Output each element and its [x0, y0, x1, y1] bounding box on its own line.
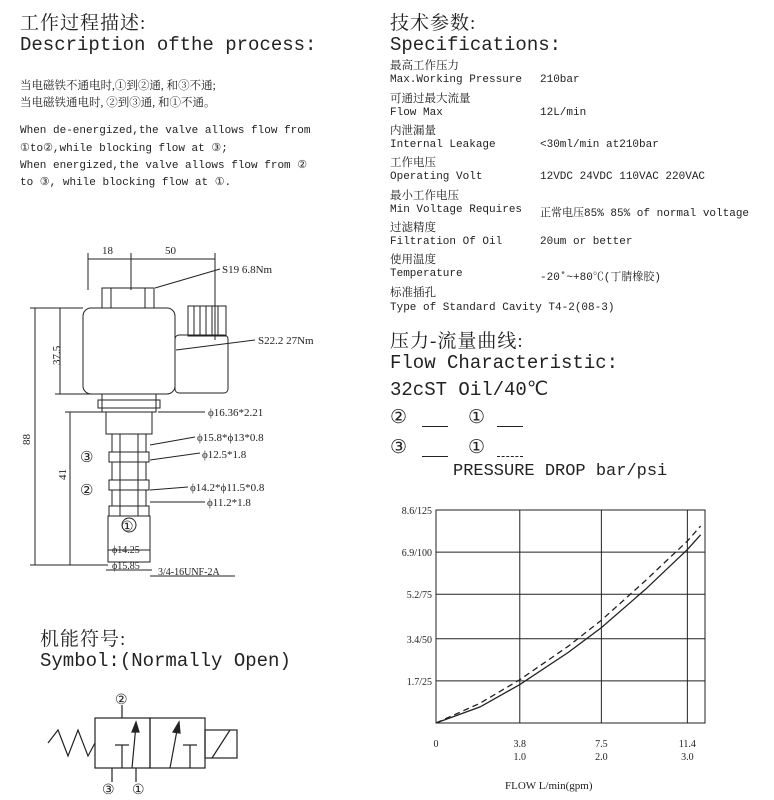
chart-y-tick-label: 8.6/125	[401, 506, 432, 517]
legend-2-port-a: ③	[390, 437, 408, 458]
dim-d158: ϕ15.8*ϕ13*0.8	[197, 432, 264, 444]
flow-title-cn: 压力-流量曲线:	[390, 331, 524, 352]
spec-cn: 使用温度	[390, 254, 436, 266]
spec-en: Filtration Of Oil	[390, 236, 503, 248]
chart-y-tick-label: 6.9/100	[401, 548, 432, 560]
spec-en: Flow Max	[390, 107, 443, 119]
legend-1-port-b: ①	[468, 407, 486, 428]
chart-x-tick-label-gpm: 3.0	[681, 752, 694, 763]
spec-cn: 内泄漏量	[390, 125, 436, 137]
spec-value: 210bar	[540, 74, 580, 86]
dim-d1425: ϕ14.25	[112, 545, 140, 556]
spec-cn: 最小工作电压	[390, 190, 459, 202]
chart-series	[436, 526, 701, 723]
desc-en-line1: When de-energized,the valve allows flow from	[20, 125, 311, 137]
chart-x-tick-label: 7.5	[595, 739, 608, 750]
legend-2-port-b: ①	[468, 437, 486, 458]
label-s19: S19 6.8Nm	[222, 264, 273, 276]
chart-x-tick-label: 3.8	[513, 739, 527, 750]
spec-value: <30ml/min at210bar	[540, 139, 659, 151]
label-s22: S22.2 27Nm	[258, 335, 314, 347]
flow-title-en: Flow Characteristic:	[390, 352, 619, 374]
desc-cn-line1: 当电磁铁不通电时,①到②通, 和③不通;	[20, 80, 216, 92]
port-3-label: ③	[80, 450, 94, 466]
chart-y-tick-label: 1.7/25	[406, 676, 432, 688]
desc-cn-line2: 当电磁铁通电时, ②到③通, 和①不通。	[20, 97, 216, 109]
desc-title-en: Description ofthe process:	[20, 34, 317, 56]
port-1-label: ①	[121, 520, 134, 535]
chart-y-ticks	[402, 506, 432, 688]
spec-cn: 可通过最大流量	[390, 93, 471, 105]
hydraulic-symbol	[40, 690, 260, 798]
legend-1-port-a: ②	[390, 407, 408, 428]
series-line-solid	[436, 535, 701, 723]
dim-88: 88	[21, 434, 33, 445]
series-line-dashed	[436, 526, 701, 723]
symbol-title-cn: 机能符号:	[40, 629, 127, 650]
thread-label: 3/4-16UNF-2A	[158, 567, 220, 578]
dim-18: 18	[102, 245, 113, 257]
port-2-label: ②	[80, 483, 94, 499]
spec-cn: 标准插孔	[390, 287, 436, 299]
dim-41: 41	[57, 469, 69, 480]
desc-title-cn: 工作过程描述:	[20, 13, 147, 34]
spec-cn: 最高工作压力	[390, 60, 459, 72]
desc-en-line3: When energized,the valve allows flow from ②	[20, 160, 308, 172]
spec-en: Internal Leakage	[390, 139, 496, 151]
spec-en: Type of Standard Cavity T4-2(08-3)	[390, 302, 615, 314]
dim-d125: ϕ12.5*1.8	[202, 449, 247, 461]
valve-drawing	[0, 240, 380, 585]
symbol-port-1: ①	[132, 783, 145, 798]
spec-value: 20um or better	[540, 236, 633, 248]
chart-x-tick-label: 0	[433, 739, 439, 750]
chart-x-tick-label: 11.4	[678, 739, 696, 750]
symbol-title-en: Symbol:(Normally Open)	[40, 650, 291, 672]
chart-grid	[436, 510, 705, 723]
spec-value: 12L/min	[540, 107, 587, 119]
legend-solid-line	[422, 426, 448, 427]
desc-en-line2: ①to②,while blocking flow at ③;	[20, 143, 228, 155]
legend-solid-line	[497, 426, 523, 427]
symbol-port-3: ③	[102, 783, 115, 798]
specs-title-en: Specifications:	[390, 34, 562, 56]
chart-x-tick-label-gpm: 1.0	[513, 752, 527, 763]
specs-title-cn: 技术参数:	[390, 13, 477, 34]
legend-solid-line	[422, 456, 448, 457]
desc-en-line4: to ③, while blocking flow at ①.	[20, 177, 232, 189]
chart-frame	[436, 510, 705, 723]
chart-x-ticks	[434, 739, 696, 763]
chart-x-tick-label-gpm: 2.0	[595, 752, 608, 763]
chart-xlabel: FLOW L/min(gpm)	[505, 780, 593, 792]
spec-en: Min Voltage Requires	[390, 204, 523, 216]
chart-y-tick-label: 5.2/75	[406, 590, 432, 602]
flow-oil: 32cST Oil/40℃	[390, 379, 549, 401]
dim-375: 37.5	[51, 345, 63, 365]
spec-value: 12VDC 24VDC 110VAC 220VAC	[540, 171, 706, 183]
dim-d112: ϕ11.2*1.8	[207, 497, 251, 509]
chart-title: PRESSURE DROP bar/psi	[453, 462, 668, 481]
flow-chart	[380, 495, 770, 795]
spec-value: 正常电压85% 85% of normal voltage	[540, 208, 750, 220]
dim-d142: ϕ14.2*ϕ11.5*0.8	[190, 482, 265, 494]
spec-cn: 工作电压	[390, 157, 436, 169]
spec-cn: 过滤精度	[390, 222, 436, 234]
spec-value: -20˚~+80℃(丁腈橡胶)	[540, 272, 662, 284]
spec-en: Temperature	[390, 268, 463, 280]
spec-en: Operating Volt	[390, 171, 483, 183]
spec-en: Max.Working Pressure	[390, 74, 523, 86]
symbol-port-2: ②	[115, 693, 128, 708]
dim-d1585: ϕ15.85	[112, 561, 140, 572]
dim-d1636: ϕ16.36*2.21	[208, 407, 264, 419]
legend-dashed-line	[497, 456, 523, 457]
chart-y-tick-label: 3.4/50	[406, 634, 432, 646]
dim-50: 50	[165, 245, 176, 257]
